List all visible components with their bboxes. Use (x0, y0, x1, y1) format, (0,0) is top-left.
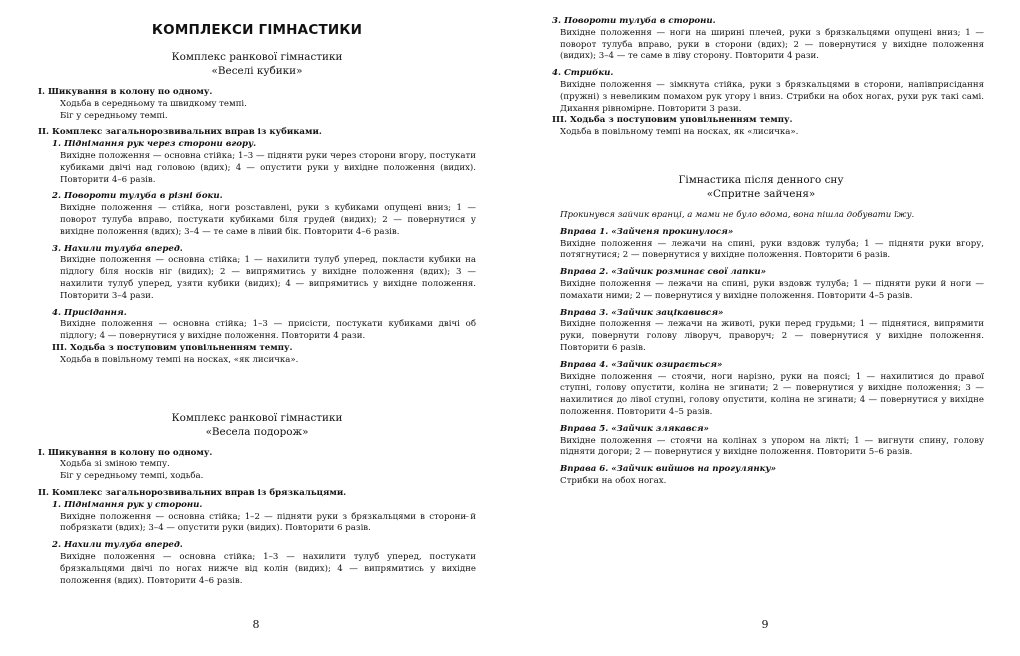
right-page (510, 0, 1020, 656)
complex-3-name: «Спритне зайченя» (706, 187, 816, 200)
c1-exercise-1-title: 1. Піднімання рук через сторони вгору. (52, 139, 257, 150)
c1-section-1-heading: I. Шикування в колону по одному. (38, 87, 213, 97)
c1-section-3-line-1: Ходьба в повільному темпі на носках, «як лисичка». (60, 354, 299, 365)
v4-title: Вправа 4. «Зайчик озирається» (560, 359, 723, 370)
c1-section-1-line-1: Ходьба в середньому та швидкому темпі. (60, 98, 247, 109)
c1-exercise-2-title: 2. Повороти тулуба в різні боки. (52, 191, 223, 202)
chapter-title: КОМПЛЕКСИ ГІМНАСТИКИ (151, 22, 363, 38)
v1-text: Вихідне положення — лежачи на спині, руки вздовж тулуба; 1 — підняти руки вгору, потягнутися; 2 — повернутися у вихідне положення. Повторити 6 разів. (560, 238, 984, 261)
c2-section-3-heading: III. Ходьба з поступовим уповільненням темпу. (552, 115, 793, 126)
v2-text: Вихідне положення — лежачи на спині, руки вздовж тулуба; 1 — підняти руки й ноги — помахати ними; 2 — повернутися у вихідне положення. Повторити 4–5 разів. (560, 278, 984, 301)
c2-exercise-3-text: Вихідне положення — ноги на ширині плечей, руки з брязкальцями опущені вниз; 1 — поворот тулуба вправо, руки в сторони (вдих); 2 — повернутися у вихідне положення (видих); 3–4 — те саме в ліву сторону. Повторити 4 рази. (560, 27, 984, 62)
complex-3-title: Гімнастика після денного сну (678, 173, 844, 186)
v5-text: Вихідне положення — стоячи на колінах з упором на лікті; 1 — вигнути спину, голову підняти догори; 2 — повернутися у вихідне положення. Повторити 5–6 разів. (560, 435, 984, 458)
page-number-right: 9 (761, 618, 769, 631)
c2-section-1-line-2: Біг у середньому темпі, ходьба. (60, 471, 204, 482)
c1-exercise-2-text: Вихідне положення — стійка, ноги розставлені, руки з кубиками опущені вниз; 1 — поворот тулуба вправо, постукати кубиками біля грудей (видих); 2 — повернутися у вихідне положення (вдих); 3–4 — те саме в лівий бік. Повторити 4–6 разів. (60, 203, 476, 237)
c2-exercise-1-text: Вихідне положення — основна стійка; 1–2 — підняти руки з брязкальцями в сторони ̶й побрязкати (вдих); 3–4 — опустити руки (видих). Повторити 6 разів. (60, 511, 476, 534)
c2-exercise-4-text: Вихідне положення — зімкнута стійка, руки з брязкальцями в сторони, напівприсідання (пружні) з невеликим помахом рук угору і вниз. Стрибки на обох ногах, рухи рук такі самі. Дихання рівномірне. Повторити 3 рази. (560, 79, 984, 114)
c2-section-1-heading: I. Шикування в колону по одному. (38, 447, 213, 458)
c1-section-2-heading: II. Комплекс загальнорозвивальних вправ із кубиками. (38, 127, 322, 138)
complex-2-title: Комплекс ранкової гімнастики (171, 411, 343, 424)
v3-title: Вправа 3. «Зайчик зацікавився» (560, 307, 724, 318)
v4-text: Вихідне положення — стоячи, ноги нарізно, руки на поясі; 1 — нахилитися до правої ступні, голову опустити, коліна не згинати; 2 — повернутися у вихідне положення; 3 — нахилитися до лівої ступні, голову опустити, коліна не згинати; 4 — повернутися у вихідне положення. Повторити 4–5 разів. (560, 371, 984, 417)
complex-1-name: «Веселі кубики» (211, 65, 303, 77)
v1-title: Вправа 1. «Зайченя прокинулося» (560, 226, 734, 237)
c2-exercise-4-title: 4. Стрибки. (552, 68, 614, 79)
c1-exercise-3-title: 3. Нахили тулуба вперед. (52, 243, 183, 254)
c2-exercise-2-title: 2. Нахили тулуба вперед. (52, 540, 183, 551)
c2-exercise-1-title: 1. Піднімання рук у сторони. (52, 499, 203, 510)
c2-exercise-2-text: Вихідне положення — основна стійка; 1–3 — нахилити тулуб уперед, постукати брязкальцями двічі по ногах нижче від колін (видих); 4 — випрямитись у вихідне положення (вдих). Повторити 4–6 разів. (60, 551, 476, 586)
c2-section-3-line-1: Ходьба в повільному темпі на носках, як «лисичка». (560, 127, 799, 138)
v5-title: Вправа 5. «Зайчик злякався» (560, 423, 709, 434)
v6-title: Вправа 6. «Зайчик вийшов на прогулянку» (560, 464, 776, 475)
c1-section-3-heading: III. Ходьба з поступовим уповільненням темпу. (52, 342, 293, 353)
c2-section-1-line-1: Ходьба зі зміною темпу. (60, 459, 170, 470)
c1-section-1-line-2: Біг у середньому темпі. (60, 110, 168, 121)
c2-section-2-heading: II. Комплекс загальнорозвивальних вправ із брязкальцями. (38, 487, 347, 498)
c2-exercise-3-title: 3. Повороти тулуба в сторони. (552, 16, 716, 26)
c1-exercise-1-text: Вихідне положення — основна стійка; 1–3 — підняти руки через сторони вгору, постукати кубиками двічі над головою (вдих); 4 — опустити руки у вихідне положення (видих). Повторити 4–6 разів. (60, 150, 476, 185)
c1-exercise-4-title: 4. Присідання. (52, 307, 127, 318)
c3-intro: Прокинувся зайчик вранці, а мами не було вдома, вона пішла добувати їжу. (560, 209, 915, 220)
complex-1-title: Комплекс ранкової гімнастики (171, 51, 343, 63)
v3-text: Вихідне положення — лежачи на животі, руки перед грудьми; 1 — піднятися, випрямити руки, повернути голову ліворуч, праворуч; 2 — повернутися у вихідне положення. Повторити 6 разів. (560, 319, 984, 353)
c1-exercise-3-text: Вихідне положення — основна стійка; 1 — нахилити тулуб уперед, покласти кубики на підлогу біля носків ніг (видих); 2 — випрямитись у вихідне положення (вдих); 3 — нахилити тулуб уперед, узяти кубики (видих); 4 — випрямитись у вихідне положення. Повторити 3–4 рази. (60, 255, 476, 301)
c1-exercise-4-text: Вихідне положення — основна стійка; 1–3 — присісти, постукати кубиками двічі об підлогу; 4 — повернутися у вихідне положення. Повторити 4 рази. (60, 319, 476, 342)
left-page-content (38, 16, 476, 587)
v6-text: Стрибки на обох ногах. (560, 475, 667, 486)
right-page-content (538, 16, 984, 488)
v2-title: Вправа 2. «Зайчик розминає свої лапки» (560, 267, 766, 278)
complex-2-name: «Весела подорож» (205, 425, 309, 438)
page-number-left: 8 (252, 618, 260, 631)
